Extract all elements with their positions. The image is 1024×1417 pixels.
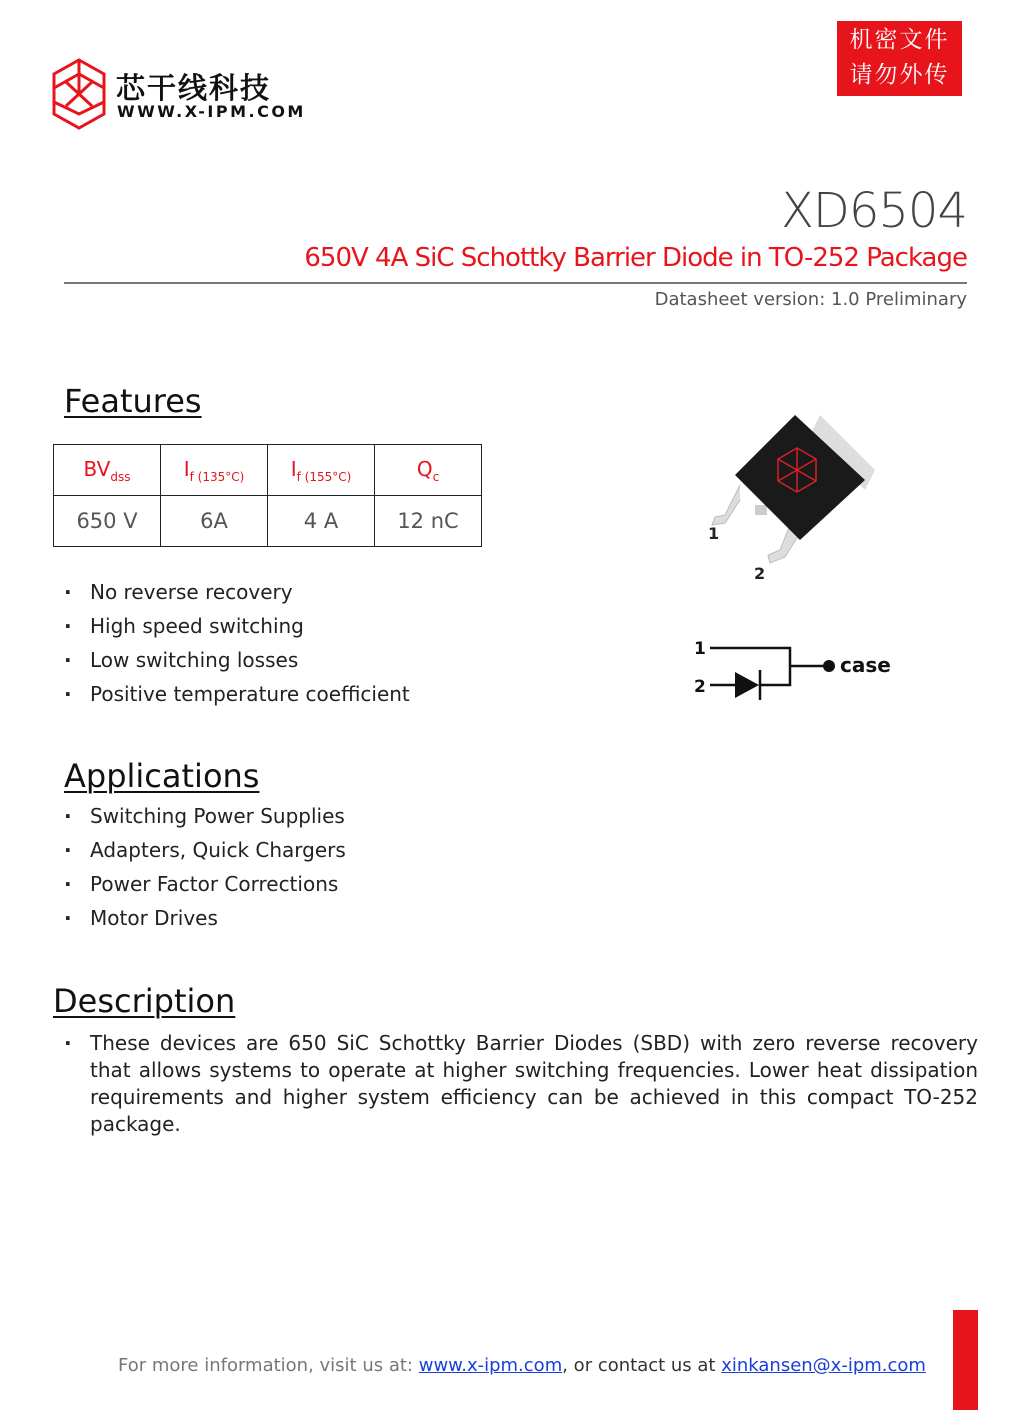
website-link[interactable]: www.x-ipm.com xyxy=(418,1355,563,1376)
product-subtitle: 650V 4A SiC Schottky Barrier Diode in TO-252 Package xyxy=(304,243,967,273)
logo-hexagon-icon xyxy=(52,58,106,130)
list-item: · Motor Drives xyxy=(64,906,346,940)
spec-value: 4 A xyxy=(268,496,375,547)
list-item: · Low switching losses xyxy=(64,648,410,682)
features-list xyxy=(64,580,410,716)
list-item: · Power Factor Corrections xyxy=(64,872,346,906)
features-heading: Features xyxy=(64,382,202,420)
email-link[interactable]: xinkansen@x-ipm.com xyxy=(721,1355,926,1376)
logo-company-name: 芯干线科技 xyxy=(116,71,272,105)
logo-url: WWW.X-IPM.COM xyxy=(117,102,306,121)
footer-prefix: For more information, visit us at: xyxy=(118,1355,419,1376)
list-item: · Adapters, Quick Chargers xyxy=(64,838,346,872)
spec-value: 6A xyxy=(161,496,268,547)
footer-contact xyxy=(118,1355,926,1376)
pin-1-label: 1 xyxy=(708,524,720,543)
description-text: · These devices are 650 SiC Schottky Barrier Diodes (SBD) with zero reverse recovery that allows systems to operate at higher switching frequencies. Lower heat dissipation requirements and higher system efficiency can be achieved in this compact TO-252 package. xyxy=(64,1030,978,1138)
spec-value: 12 nC xyxy=(375,496,482,547)
list-item: · Positive temperature coefficient xyxy=(64,682,410,716)
schematic-pin-1: 1 xyxy=(694,639,706,659)
stamp-line-1: 机密文件 xyxy=(849,27,950,53)
datasheet-version: Datasheet version: 1.0 Preliminary xyxy=(654,289,967,310)
schematic-pin-2: 2 xyxy=(694,677,706,697)
key-specs-table xyxy=(53,444,482,547)
spec-header: $Q_c$ xyxy=(375,445,482,496)
case-label: case xyxy=(840,653,891,677)
footer-accent-bar xyxy=(953,1310,978,1410)
stamp-line-2: 请勿外传 xyxy=(849,62,950,88)
spec-value: 650 V xyxy=(54,496,161,547)
confidential-stamp xyxy=(837,21,962,96)
diode-icon xyxy=(735,672,759,698)
pin-2-label: 2 xyxy=(754,564,766,583)
spec-header: $BV_{dss}$ xyxy=(54,445,161,496)
list-item: · High speed switching xyxy=(64,614,410,648)
applications-list xyxy=(64,804,346,940)
applications-heading: Applications xyxy=(64,757,260,795)
part-number: XD6504 xyxy=(781,183,967,239)
divider xyxy=(64,282,967,284)
spec-header: $I_{f (155^\circ C)}$ xyxy=(268,445,375,496)
diode-schematic xyxy=(690,632,900,707)
spec-header: $I_{f (135^\circ C)}$ xyxy=(161,445,268,496)
footer-middle: , or contact us at xyxy=(562,1355,722,1376)
description-heading: Description xyxy=(53,982,236,1020)
list-item: · Switching Power Supplies xyxy=(64,804,346,838)
to252-package-image xyxy=(700,405,890,585)
list-item: · No reverse recovery xyxy=(64,580,410,614)
